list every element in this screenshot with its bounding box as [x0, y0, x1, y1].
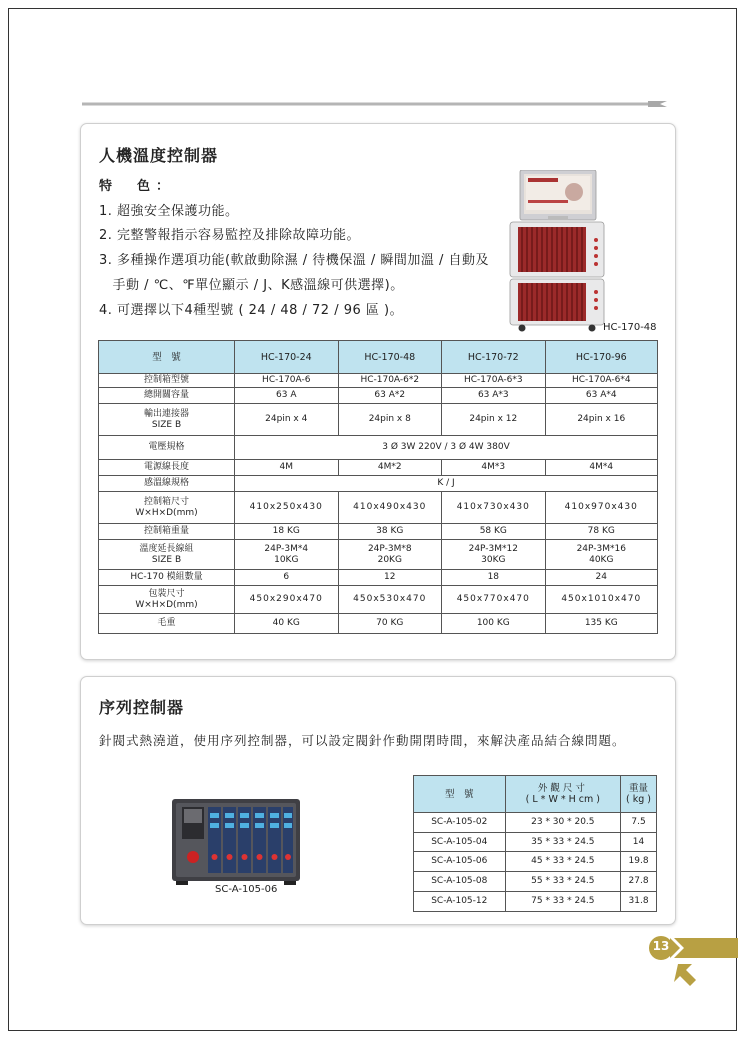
- table-cell: 450x770x470: [442, 586, 546, 614]
- feature-line-3: 3. 多種操作選項功能(軟啟動除濕 / 待機保溫 / 瞬間加溫 / 自動及: [99, 253, 490, 268]
- table-row: [99, 460, 658, 476]
- table-row: [99, 524, 658, 540]
- table-cell: 55 * 33 * 24.5: [505, 872, 620, 892]
- table-row: [99, 586, 658, 614]
- table-cell: SC-A-105-04: [414, 833, 506, 852]
- table-cell: SC-A-105-02: [414, 813, 506, 833]
- seq-header-model: 型 號: [414, 776, 506, 813]
- table-row: [99, 492, 658, 524]
- table-cell: 63 A*3: [442, 388, 546, 404]
- row-label: 控制箱型號: [99, 374, 235, 388]
- table-cell: [545, 540, 657, 570]
- seq-header-weight-line2: ( kg ): [626, 794, 652, 805]
- header-arrow-rule: [82, 101, 667, 107]
- spec-header-hc-170-96: HC-170-96: [545, 341, 657, 374]
- table-cell: 6: [235, 570, 339, 586]
- row-label-line1: 控制箱尺寸: [143, 496, 189, 507]
- table-row: [99, 388, 658, 404]
- spec-header-model: 型 號: [99, 341, 235, 374]
- seq-header-dimensions-line1: 外觀尺寸: [537, 783, 588, 794]
- row-label-line1: 包裝尺寸: [148, 588, 185, 599]
- row-label-line1: 溫度延長線組: [139, 543, 194, 554]
- row-label-line2: W×H×D(mm): [135, 599, 198, 610]
- table-row: [414, 813, 657, 833]
- section2-description: 針閥式熱澆道，使用序列控制器，可以設定閥針作動開閉時間，來解決產品結合線問題。: [99, 733, 626, 748]
- row-label: 毛重: [99, 614, 235, 634]
- table-cell: 4M: [235, 460, 339, 476]
- table-cell: 4M*2: [338, 460, 442, 476]
- table-cell: SC-A-105-08: [414, 872, 506, 892]
- table-cell: [235, 540, 339, 570]
- sc-a-105-06-caption: SC-A-105-06: [215, 884, 278, 895]
- cell-line2: 40KG: [589, 554, 614, 565]
- table-row: [414, 872, 657, 892]
- feature-line-2: 2. 完整警報指示容易監控及排除故障功能。: [99, 228, 361, 243]
- table-cell: 23 * 30 * 20.5: [505, 813, 620, 833]
- table-cell: 18 KG: [235, 524, 339, 540]
- table-cell: 70 KG: [338, 614, 442, 634]
- table-cell: HC-170A-6: [235, 374, 339, 388]
- row-label: [99, 586, 235, 614]
- cell-line2: 10KG: [274, 554, 299, 565]
- table-cell: 7.5: [621, 813, 657, 833]
- table-cell: 63 A*2: [338, 388, 442, 404]
- table-cell: 100 KG: [442, 614, 546, 634]
- row-label: 電源線長度: [99, 460, 235, 476]
- row-label-line2: SIZE B: [151, 554, 182, 565]
- table-cell: 40 KG: [235, 614, 339, 634]
- row-label: 電壓規格: [99, 436, 235, 460]
- row-label: 感溫線規格: [99, 476, 235, 492]
- table-cell: 14: [621, 833, 657, 852]
- seq-header-dimensions: [505, 776, 620, 813]
- row-label: [99, 492, 235, 524]
- section2-title: 序列控制器: [99, 698, 185, 717]
- hc-170-48-product-image: [508, 170, 608, 332]
- table-cell: 450x1010x470: [545, 586, 657, 614]
- table-cell: 24pin x 12: [442, 404, 546, 436]
- table-cell: SC-A-105-06: [414, 852, 506, 872]
- table-cell: 24pin x 8: [338, 404, 442, 436]
- row-label-line2: SIZE B: [151, 419, 182, 430]
- sc-a-105-06-product-image: [170, 795, 302, 887]
- cell-line2: 30KG: [481, 554, 506, 565]
- table-cell: HC-170A-6*3: [442, 374, 546, 388]
- table-cell: 410x970x430: [545, 492, 657, 524]
- spec-header-hc-170-72: HC-170-72: [442, 341, 546, 374]
- row-label-line2: W×H×D(mm): [135, 507, 198, 518]
- table-row: [99, 614, 658, 634]
- table-cell: 78 KG: [545, 524, 657, 540]
- table-cell: 27.8: [621, 872, 657, 892]
- row-label: [99, 540, 235, 570]
- table-row: [99, 374, 658, 388]
- table-cell: [442, 540, 546, 570]
- seq-header-weight-line1: 重量: [629, 783, 649, 794]
- table-row: [99, 404, 658, 436]
- table-row: [414, 833, 657, 852]
- row-label: 控制箱重量: [99, 524, 235, 540]
- table-row: [99, 476, 658, 492]
- table-cell: 410x730x430: [442, 492, 546, 524]
- table-cell: 18: [442, 570, 546, 586]
- table-cell: 12: [338, 570, 442, 586]
- table-cell: 24pin x 16: [545, 404, 657, 436]
- row-label: HC-170 模組數量: [99, 570, 235, 586]
- table-cell: 45 * 33 * 24.5: [505, 852, 620, 872]
- table-cell: 450x290x470: [235, 586, 339, 614]
- table-cell: HC-170A-6*4: [545, 374, 657, 388]
- table-cell: 35 * 33 * 24.5: [505, 833, 620, 852]
- table-cell: 31.8: [621, 892, 657, 912]
- table-row: [99, 436, 658, 460]
- sensor-span-cell: K / J: [235, 476, 658, 492]
- seq-table-header-row: [414, 776, 657, 813]
- table-cell: 38 KG: [338, 524, 442, 540]
- cell-line1: 24P-3M*12: [468, 543, 518, 554]
- cell-line1: 24P-3M*4: [264, 543, 309, 554]
- table-row: [99, 540, 658, 570]
- page-number: 13: [652, 939, 670, 953]
- spec-table-header-row: [99, 341, 658, 374]
- table-cell: 4M*4: [545, 460, 657, 476]
- table-cell: 63 A: [235, 388, 339, 404]
- hc-170-spec-table: [98, 340, 658, 634]
- hc-170-48-caption: HC-170-48: [603, 322, 657, 333]
- table-cell: HC-170A-6*2: [338, 374, 442, 388]
- table-cell: 135 KG: [545, 614, 657, 634]
- feature-line-1: 1. 超強安全保護功能。: [99, 204, 239, 219]
- cell-line1: 24P-3M*8: [367, 543, 412, 554]
- row-label-line1: 輸出連接器: [143, 408, 189, 419]
- table-cell: 24: [545, 570, 657, 586]
- voltage-span-cell: 3 Ø 3W 220V / 3 Ø 4W 380V: [235, 436, 658, 460]
- table-cell: 410x250x430: [235, 492, 339, 524]
- table-cell: 450x530x470: [338, 586, 442, 614]
- table-cell: 58 KG: [442, 524, 546, 540]
- table-cell: 410x490x430: [338, 492, 442, 524]
- table-cell: 4M*3: [442, 460, 546, 476]
- section1-title: 人機溫度控制器: [99, 146, 219, 165]
- features-heading: 特 色：: [99, 179, 176, 194]
- feature-line-4: 4. 可選擇以下4種型號 ( 24 / 48 / 72 / 96 區 )。: [99, 303, 404, 318]
- table-cell: [338, 540, 442, 570]
- sc-a-105-spec-table: [413, 775, 657, 912]
- cell-line1: 24P-3M*16: [576, 543, 626, 554]
- table-row: [414, 852, 657, 872]
- cell-line2: 20KG: [377, 554, 402, 565]
- table-cell: 63 A*4: [545, 388, 657, 404]
- table-cell: 75 * 33 * 24.5: [505, 892, 620, 912]
- table-cell: SC-A-105-12: [414, 892, 506, 912]
- table-cell: 19.8: [621, 852, 657, 872]
- row-label: 總開關容量: [99, 388, 235, 404]
- table-row: [99, 570, 658, 586]
- seq-header-dimensions-line2: ( L * W * H cm ): [525, 794, 600, 805]
- row-label: [99, 404, 235, 436]
- spec-header-hc-170-48: HC-170-48: [338, 341, 442, 374]
- feature-line-3-cont: 手動 / ℃、℉單位顯示 / J、K感溫線可供選擇)。: [99, 278, 404, 293]
- seq-header-weight: [621, 776, 657, 813]
- spec-header-hc-170-24: HC-170-24: [235, 341, 339, 374]
- table-row: [414, 892, 657, 912]
- table-cell: 24pin x 4: [235, 404, 339, 436]
